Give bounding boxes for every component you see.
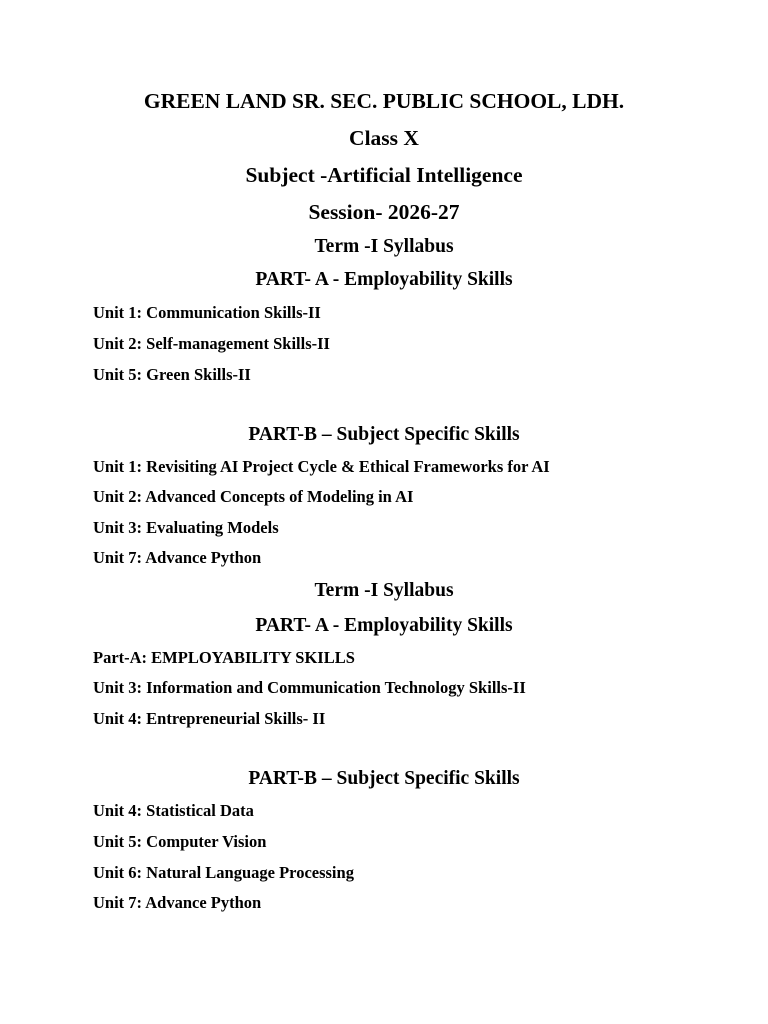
term-2-part-b-title: PART-B – Subject Specific Skills [248, 768, 520, 789]
term-2-part-b-unit: Unit 4: Statistical Data [93, 801, 254, 820]
session-title: Session- 2026-27 [308, 200, 460, 224]
term-1-part-b-title: PART-B – Subject Specific Skills [248, 424, 520, 445]
term-2-part-b-unit: Unit 7: Advance Python [93, 893, 262, 912]
term-2-part-a-unit: Part-A: EMPLOYABILITY SKILLS [93, 648, 355, 667]
term-2-part-b-unit: Unit 6: Natural Language Processing [93, 863, 354, 882]
term-2-part-a-unit: Unit 4: Entrepreneurial Skills- II [93, 709, 326, 728]
term-2-title: Term -I Syllabus [314, 580, 454, 601]
term-1-part-a-title: PART- A - Employability Skills [255, 269, 513, 290]
term-1-part-a-unit: Unit 2: Self-management Skills-II [93, 334, 330, 353]
term-2-part-a-title: PART- A - Employability Skills [255, 615, 513, 636]
school-name: GREEN LAND SR. SEC. PUBLIC SCHOOL, LDH. [143, 89, 625, 113]
term-1-part-a-unit: Unit 5: Green Skills-II [93, 365, 251, 384]
term-1-part-b-unit: Unit 7: Advance Python [93, 548, 262, 567]
subject-title: Subject -Artificial Intelligence [245, 163, 523, 187]
term-1-title: Term -I Syllabus [314, 236, 454, 257]
term-2-part-b-unit: Unit 5: Computer Vision [93, 832, 267, 851]
term-1-part-b-unit: Unit 1: Revisiting AI Project Cycle & Ethical Frameworks for AI [93, 457, 550, 476]
class-title: Class X [349, 126, 419, 150]
term-1-part-b-unit: Unit 3: Evaluating Models [93, 518, 279, 537]
term-1-part-a-unit: Unit 1: Communication Skills-II [93, 303, 321, 322]
term-1-part-b-unit: Unit 2: Advanced Concepts of Modeling in AI [93, 487, 414, 506]
term-2-part-a-unit: Unit 3: Information and Communication Technology Skills-II [93, 678, 526, 697]
